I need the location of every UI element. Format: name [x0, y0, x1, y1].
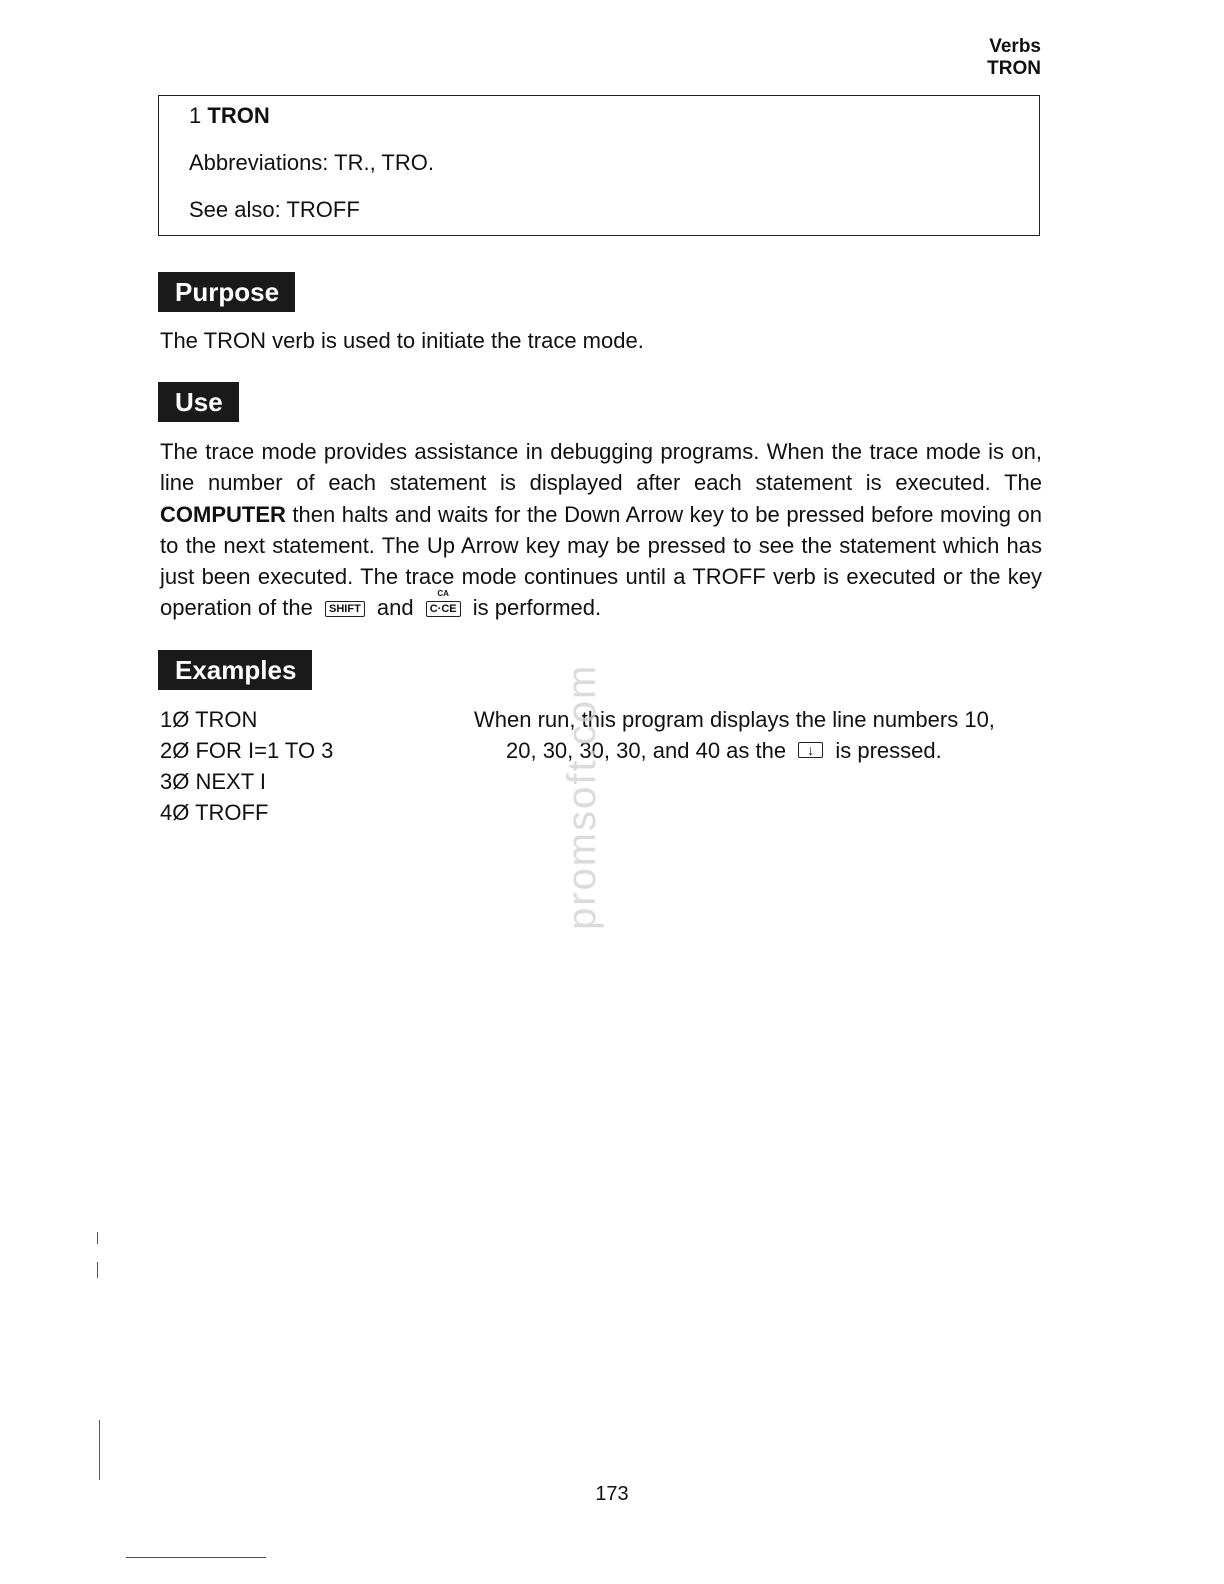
- scan-bottom-rule: [126, 1557, 266, 1558]
- code-listing: [160, 704, 333, 828]
- use-text-d: is performed.: [466, 595, 602, 621]
- ca-key-label: CA: [437, 589, 449, 599]
- syntax-form-keyword: TRON: [207, 103, 270, 128]
- example-desc-line1: When run, this program displays the line numbers 10,: [474, 707, 995, 732]
- syntax-abbreviations: Abbreviations: TR., TRO.: [189, 150, 434, 175]
- use-text-a: The trace mode provides assistance in debugging programs. When the trace mode is on, line number of each statement is displayed after each statement is executed. The: [160, 439, 1042, 496]
- scan-edge-mark: [99, 1420, 100, 1480]
- syntax-form-number: 1: [189, 103, 202, 128]
- example-desc-text-a: 20, 30, 30, 30, and 40 as the: [506, 738, 793, 763]
- code-line: 3Ø NEXT I: [160, 769, 266, 794]
- watermark: promsoft.com: [560, 663, 604, 930]
- syntax-form: [189, 104, 1009, 128]
- use-text-b: then halts and waits for the Down Arrow key to be pressed before moving on to the next statement. The Up Arrow key may be pressed to see the statement which has just been executed. The trace mode continues until a TROFF verb is executed or the key operation of the: [160, 501, 1042, 621]
- header-section: Verbs: [989, 36, 1041, 57]
- c-ce-key-icon: [426, 589, 461, 617]
- code-line: 4Ø TROFF: [160, 800, 269, 825]
- purpose-text: The TRON verb is used to initiate the trace mode.: [160, 328, 644, 353]
- use-heading: Use: [158, 382, 239, 422]
- example-desc-text-b: is pressed.: [829, 738, 942, 763]
- purpose-heading: Purpose: [158, 272, 295, 312]
- scan-edge-mark: [97, 1232, 98, 1244]
- code-line: 1Ø TRON: [160, 707, 258, 732]
- use-text-c: and: [370, 595, 420, 621]
- scan-edge-mark: [97, 1262, 98, 1278]
- shift-key-icon: SHIFT: [325, 601, 365, 617]
- code-line: 2Ø FOR I=1 TO 3: [160, 738, 334, 763]
- syntax-box: [158, 95, 1040, 236]
- examples-heading: Examples: [158, 650, 312, 690]
- page-number: 173: [595, 1483, 629, 1505]
- running-header: [987, 36, 1041, 80]
- c-ce-key-label: C·CE: [429, 603, 457, 616]
- header-topic: TRON: [987, 58, 1041, 79]
- syntax-see-also: See also: TROFF: [189, 197, 360, 222]
- use-paragraph: [160, 436, 1042, 624]
- computer-term: COMPUTER: [160, 501, 286, 527]
- down-arrow-key-icon: ↓: [798, 742, 823, 758]
